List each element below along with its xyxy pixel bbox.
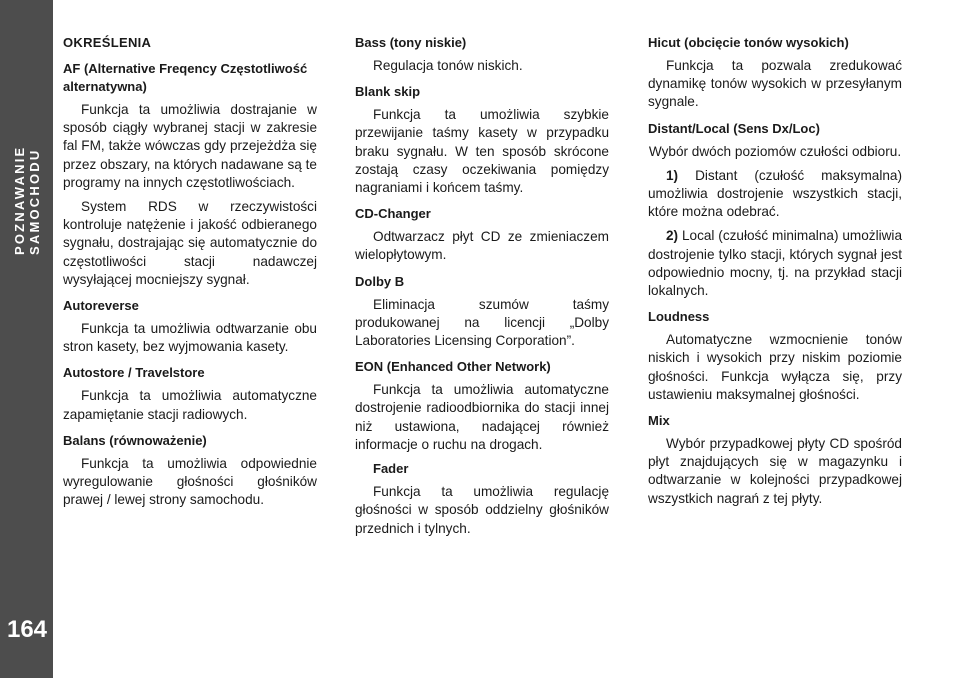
balans-paragraph: Funkcja ta umożliwia odpowiednie wyregulowanie głośności głośników prawej / lewej strony samochodu. [63, 455, 317, 508]
option-text-1: Distant (czułość maksymalna) umożliwia dostrojenie wszystkich stacji, które można odebrać. [648, 167, 903, 220]
autostore-paragraph: Funkcja ta umożliwia automatyczne zapamiętanie stacji radiowych. [63, 388, 317, 422]
mix-heading: Mix [648, 413, 670, 429]
af-paragraph-2: System RDS w rzeczywistości kontroluje natężenie i jakość odbieranego sygnału, dostrajając się automatycznie do częstotliwości stacji nadawczej wysyłającej mocniejszy sygnał. [63, 199, 317, 287]
af-heading: AF (Alternative Freqency Częstotliwość alternatywna) [63, 61, 308, 94]
fader-heading: Fader [373, 461, 409, 477]
autoreverse-heading: Autoreverse [63, 298, 139, 314]
blank-skip-heading: Blank skip [355, 84, 421, 100]
column-2 [355, 34, 609, 544]
distant-local-paragraph: Wybór dwóch poziomów czułości odbioru. [648, 143, 902, 159]
eon-paragraph: Funkcja ta umożliwia automatyczne dostrojenie radioodbiornika do stacji innej niż ustawiona, nadającej również informacje o ruchu na drogach. [355, 382, 609, 452]
column-3 [648, 34, 902, 514]
bass-heading: Bass (tony niskie) [355, 35, 467, 50]
fader-paragraph: Funkcja ta umożliwia regulację głośności w sposób oddzielny głośników przednich i tylnych. [355, 484, 609, 536]
section-title: POZNAWANIE SAMOCHODU [12, 145, 42, 255]
definitions-heading: OKREŚLENIA [63, 35, 152, 50]
loudness-paragraph: Automatyczne wzmocnienie tonów niskich i wysokich przy niskim poziomie głośności. Funkcja wyłącza się, przy ustawieniu maksymalnej głośności. [648, 332, 902, 402]
distant-option-2 [648, 227, 902, 300]
page-number: 164 [6, 616, 48, 643]
autoreverse-paragraph: Funkcja ta umożliwia odtwarzanie obu stron kasety, bez wyjmowania kasety. [63, 321, 317, 355]
mix-paragraph: Wybór przypadkowej płyty CD spośród płyt znajdujących się w magazynku i odtwarzanie w kolejności przypadkowej wszystkich nagrań z tej płyty. [648, 436, 902, 506]
autostore-heading: Autostore / Travelstore [63, 365, 205, 381]
loudness-heading: Loudness [648, 309, 710, 325]
sidebar-band [0, 0, 53, 678]
cd-changer-heading: CD-Changer [355, 206, 431, 222]
dolby-paragraph: Eliminacja szumów taśmy produkowanej na licencji „Dolby Laboratories Licensing Corporation”. [355, 296, 609, 349]
dolby-heading: Dolby B [355, 273, 405, 289]
hicut-paragraph: Funkcja ta pozwala zredukować dynamikę tonów wysokich w przesyłanym sygnale. [648, 58, 902, 110]
bass-paragraph: Regulacja tonów niskich. [373, 58, 523, 73]
blank-skip-paragraph: Funkcja ta umożliwia szybkie przewijanie taśmy kasety w przypadku braku sygnału. W ten sposób skrócone zostają czasy oczekiwania pomiędzy nagraniami i końcem taśmy. [355, 107, 609, 196]
distant-local-heading: Distant/Local (Sens Dx/Loc) [648, 120, 820, 136]
option-text-2: Local (czułość minimalna) umożliwia dostrojenie tylko stacji, których sygnał jest odpowiednio mocny, tj. na przykład stacji lokalnych. [648, 228, 903, 299]
distant-option-1 [648, 167, 902, 222]
af-paragraph-1: Funkcja ta umożliwia dostrajanie w sposób ciągły wybranej stacji w zakresie fal FM, także wówczas gdy przejeżdża się przez obszary, na których nadawane są te programy na innych częstotliwościach. [63, 102, 317, 190]
balans-heading: Balans (równoważenie) [63, 432, 207, 448]
cd-changer-paragraph: Odtwarzacz płyt CD ze zmieniaczem wielopłytowym. [355, 229, 609, 263]
option-number-1: 1) [666, 167, 679, 183]
column-1 [63, 34, 317, 515]
eon-heading: EON (Enhanced Other Network) [355, 359, 551, 375]
hicut-heading: Hicut (obcięcie tonów wysokich) [648, 35, 849, 50]
option-number-2: 2) [666, 228, 679, 244]
